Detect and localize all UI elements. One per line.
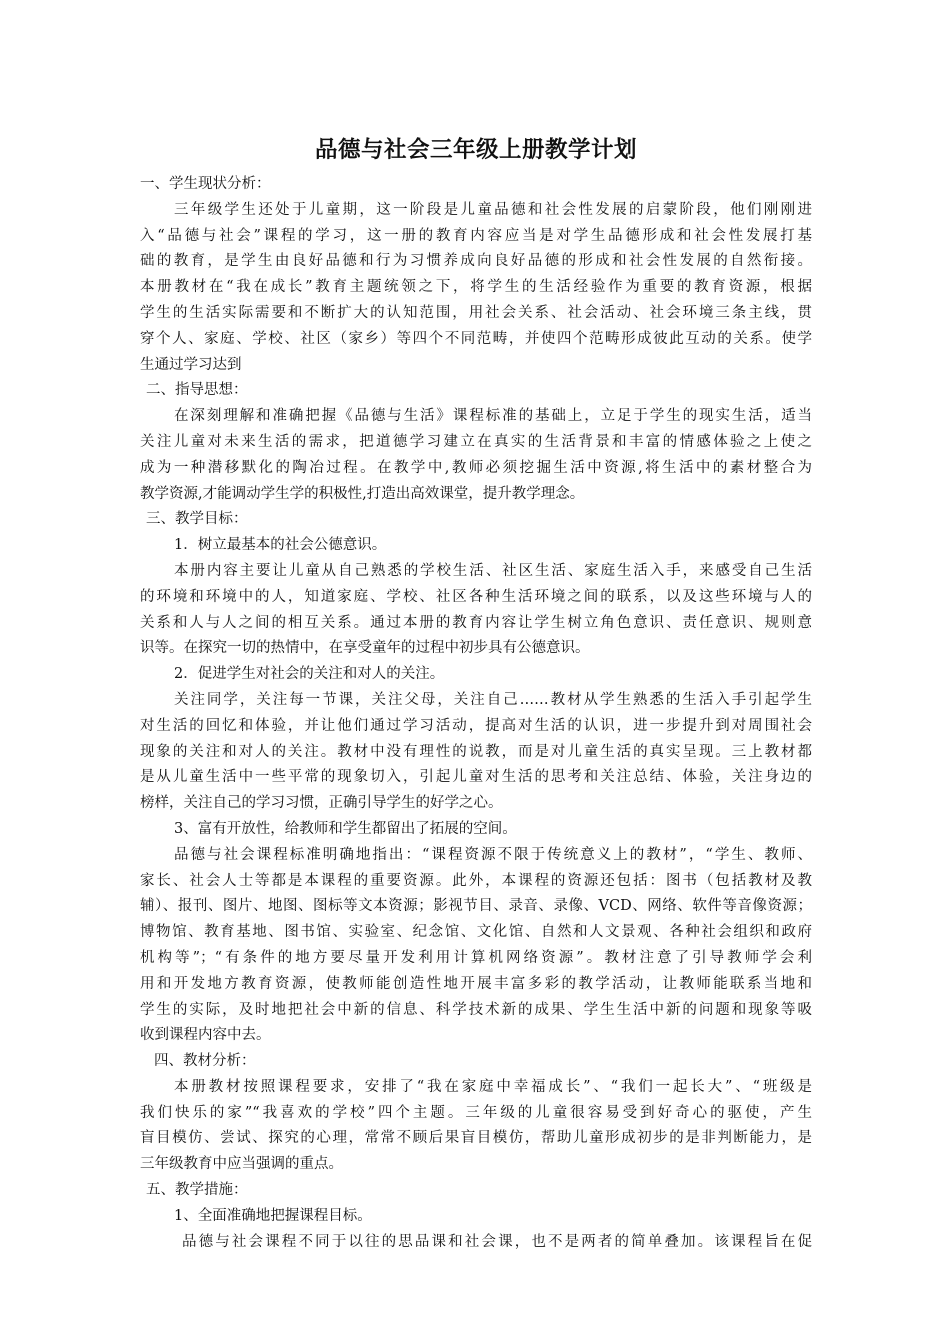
paragraph-line: 盲目模仿、尝试、探究的心理，常常不顾后果盲目模仿，帮助儿童形成初步的是非判断能力，是: [140, 1130, 812, 1147]
section-heading: 四、教材分析：: [154, 1053, 256, 1070]
paragraph-line: 用和开发地方教育资源，使教师能创造性地开展丰富多彩的教学活动，让教师能联系当地和: [140, 975, 812, 992]
paragraph-line: 品德与社会课程标准明确地指出：“课程资源不限于传统意义上的教材”，“学生、教师、: [174, 846, 812, 863]
section-heading: 三、教学目标：: [146, 511, 248, 528]
paragraph-line: 学生的生活实际需要和不断扩大的认知范围，用社会关系、社会活动、社会环境三条主线，贯: [140, 304, 812, 321]
paragraph-line: 关注同学，关注每一节课，关注父母，关注自己……教材从学生熟悉的生活入手引起学生: [174, 691, 812, 708]
paragraph-line: 现象的关注和对人的关注。教材中没有理性的说教，而是对儿童生活的真实呈现。三上教材都: [140, 743, 812, 760]
paragraph-line: 我们快乐的家”“我喜欢的学校”四个主题。三年级的儿童很容易受到好奇心的驱使，产生: [140, 1104, 812, 1121]
paragraph-line: 三年级学生还处于儿童期，这一阶段是儿童品德和社会性发展的启蒙阶段，他们刚刚进: [174, 201, 812, 218]
paragraph-line: 学生的实际，及时地把社会中新的信息、科学技术新的成果、学生生活中新的问题和现象等吸: [140, 1001, 812, 1018]
document-title: 品德与社会三年级上册教学计划: [314, 137, 637, 163]
paragraph-line: 辅）、报刊、图片、地图、图标等文本资源；影视节目、录音、录像、VCD、网络、软件等音像资源；: [140, 898, 812, 915]
section-heading: 二、指导思想：: [146, 382, 248, 399]
section-heading: 五、教学措施：: [146, 1182, 248, 1199]
paragraph-line: 对生活的回忆和体验，并让他们通过学习活动，提高对生活的认识，进一步提升到对周围社会: [140, 717, 812, 734]
paragraph-line: 是从儿童生活中一些平常的现象切入，引起儿童对生活的思考和关注总结、体验，关注身边的: [140, 769, 812, 786]
paragraph-line: 入“品德与社会”课程的学习，这一册的教育内容应当是对学生品德形成和社会性发展打基: [140, 227, 812, 244]
document-page: [140, 132, 812, 1255]
paragraph-line: 识等。在探究一切的热情中，在享受童年的过程中初步具有公德意识。: [140, 640, 590, 657]
paragraph-line: 的环境和环境中的人，知道家庭、学校、社区各种生活环境之间的联系，以及这些环境与人的: [140, 588, 812, 605]
paragraph-line: 博物馆、教育基地、图书馆、实验室、纪念馆、文化馆、自然和人文景观、各种社会组织和政府: [140, 924, 812, 941]
paragraph-line: 关系和人与人之间的相互关系。通过本册的教育内容让学生树立角色意识、责任意识、规则意: [140, 614, 812, 631]
paragraph-line: 生通过学习达到: [140, 356, 242, 373]
paragraph-line: 在深刻理解和准确把握《品德与生活》课程标准的基础上，立足于学生的现实生活，适当: [174, 408, 812, 425]
section-heading: 一、学生现状分析：: [140, 176, 271, 192]
paragraph-line: 本册教材在“我在成长”教育主题统领之下，将学生的生活经验作为重要的教育资源，根据: [140, 279, 812, 296]
paragraph-line: 收到课程内容中去。: [140, 1027, 271, 1044]
paragraph-line: 本册内容主要让儿童从自己熟悉的学校生活、社区生活、家庭生活入手，来感受自己生活: [174, 562, 812, 579]
subheading: 2．促进学生对社会的关注和对人的关注。: [174, 666, 445, 683]
paragraph-line: 本册教材按照课程要求，安排了“我在家庭中幸福成长”、“我们一起长大”、“班级是: [174, 1078, 812, 1095]
subheading: 1．树立最基本的社会公德意识。: [174, 537, 387, 554]
paragraph-line: 教学资源,才能调动学生学的积极性,打造出高效课堂，提升教学理念。: [140, 485, 585, 502]
paragraph-line: 榜样，关注自己的学习习惯，正确引导学生的好学之心。: [140, 795, 503, 812]
subheading: 1、全面准确地把握课程目标。: [174, 1207, 372, 1224]
paragraph-line: 穿个人、家庭、学校、社区（家乡）等四个不同范畴，并使四个范畴形成彼此互动的关系。使学: [140, 330, 812, 347]
paragraph-line: 三年级教育中应当强调的重点。: [140, 1156, 343, 1173]
paragraph-line: 础的教育，是学生由良好品德和行为习惯养成向良好品德的形成和社会性发展的自然衔接。: [140, 253, 812, 270]
paragraph-line: 成为一种潜移默化的陶冶过程。在教学中,教师必须挖掘生活中资源,将生活中的素材整合为: [140, 459, 812, 476]
paragraph-line: 关注儿童对未来生活的需求，把道德学习建立在真实的生活背景和丰富的情感体验之上使之: [140, 433, 812, 450]
paragraph-line: 机构等”；“有条件的地方要尽量开发利用计算机网络资源”。教材注意了引导教师学会利: [140, 949, 812, 966]
subheading: 3、富有开放性，给教师和学生都留出了拓展的空间。: [174, 820, 517, 837]
paragraph-line: 品德与社会课程不同于以往的思品课和社会课，也不是两者的简单叠加。该课程旨在促: [182, 1233, 812, 1250]
paragraph-line: 家长、社会人士等都是本课程的重要资源。此外，本课程的资源还包括：图书（包括教材及教: [140, 872, 812, 889]
